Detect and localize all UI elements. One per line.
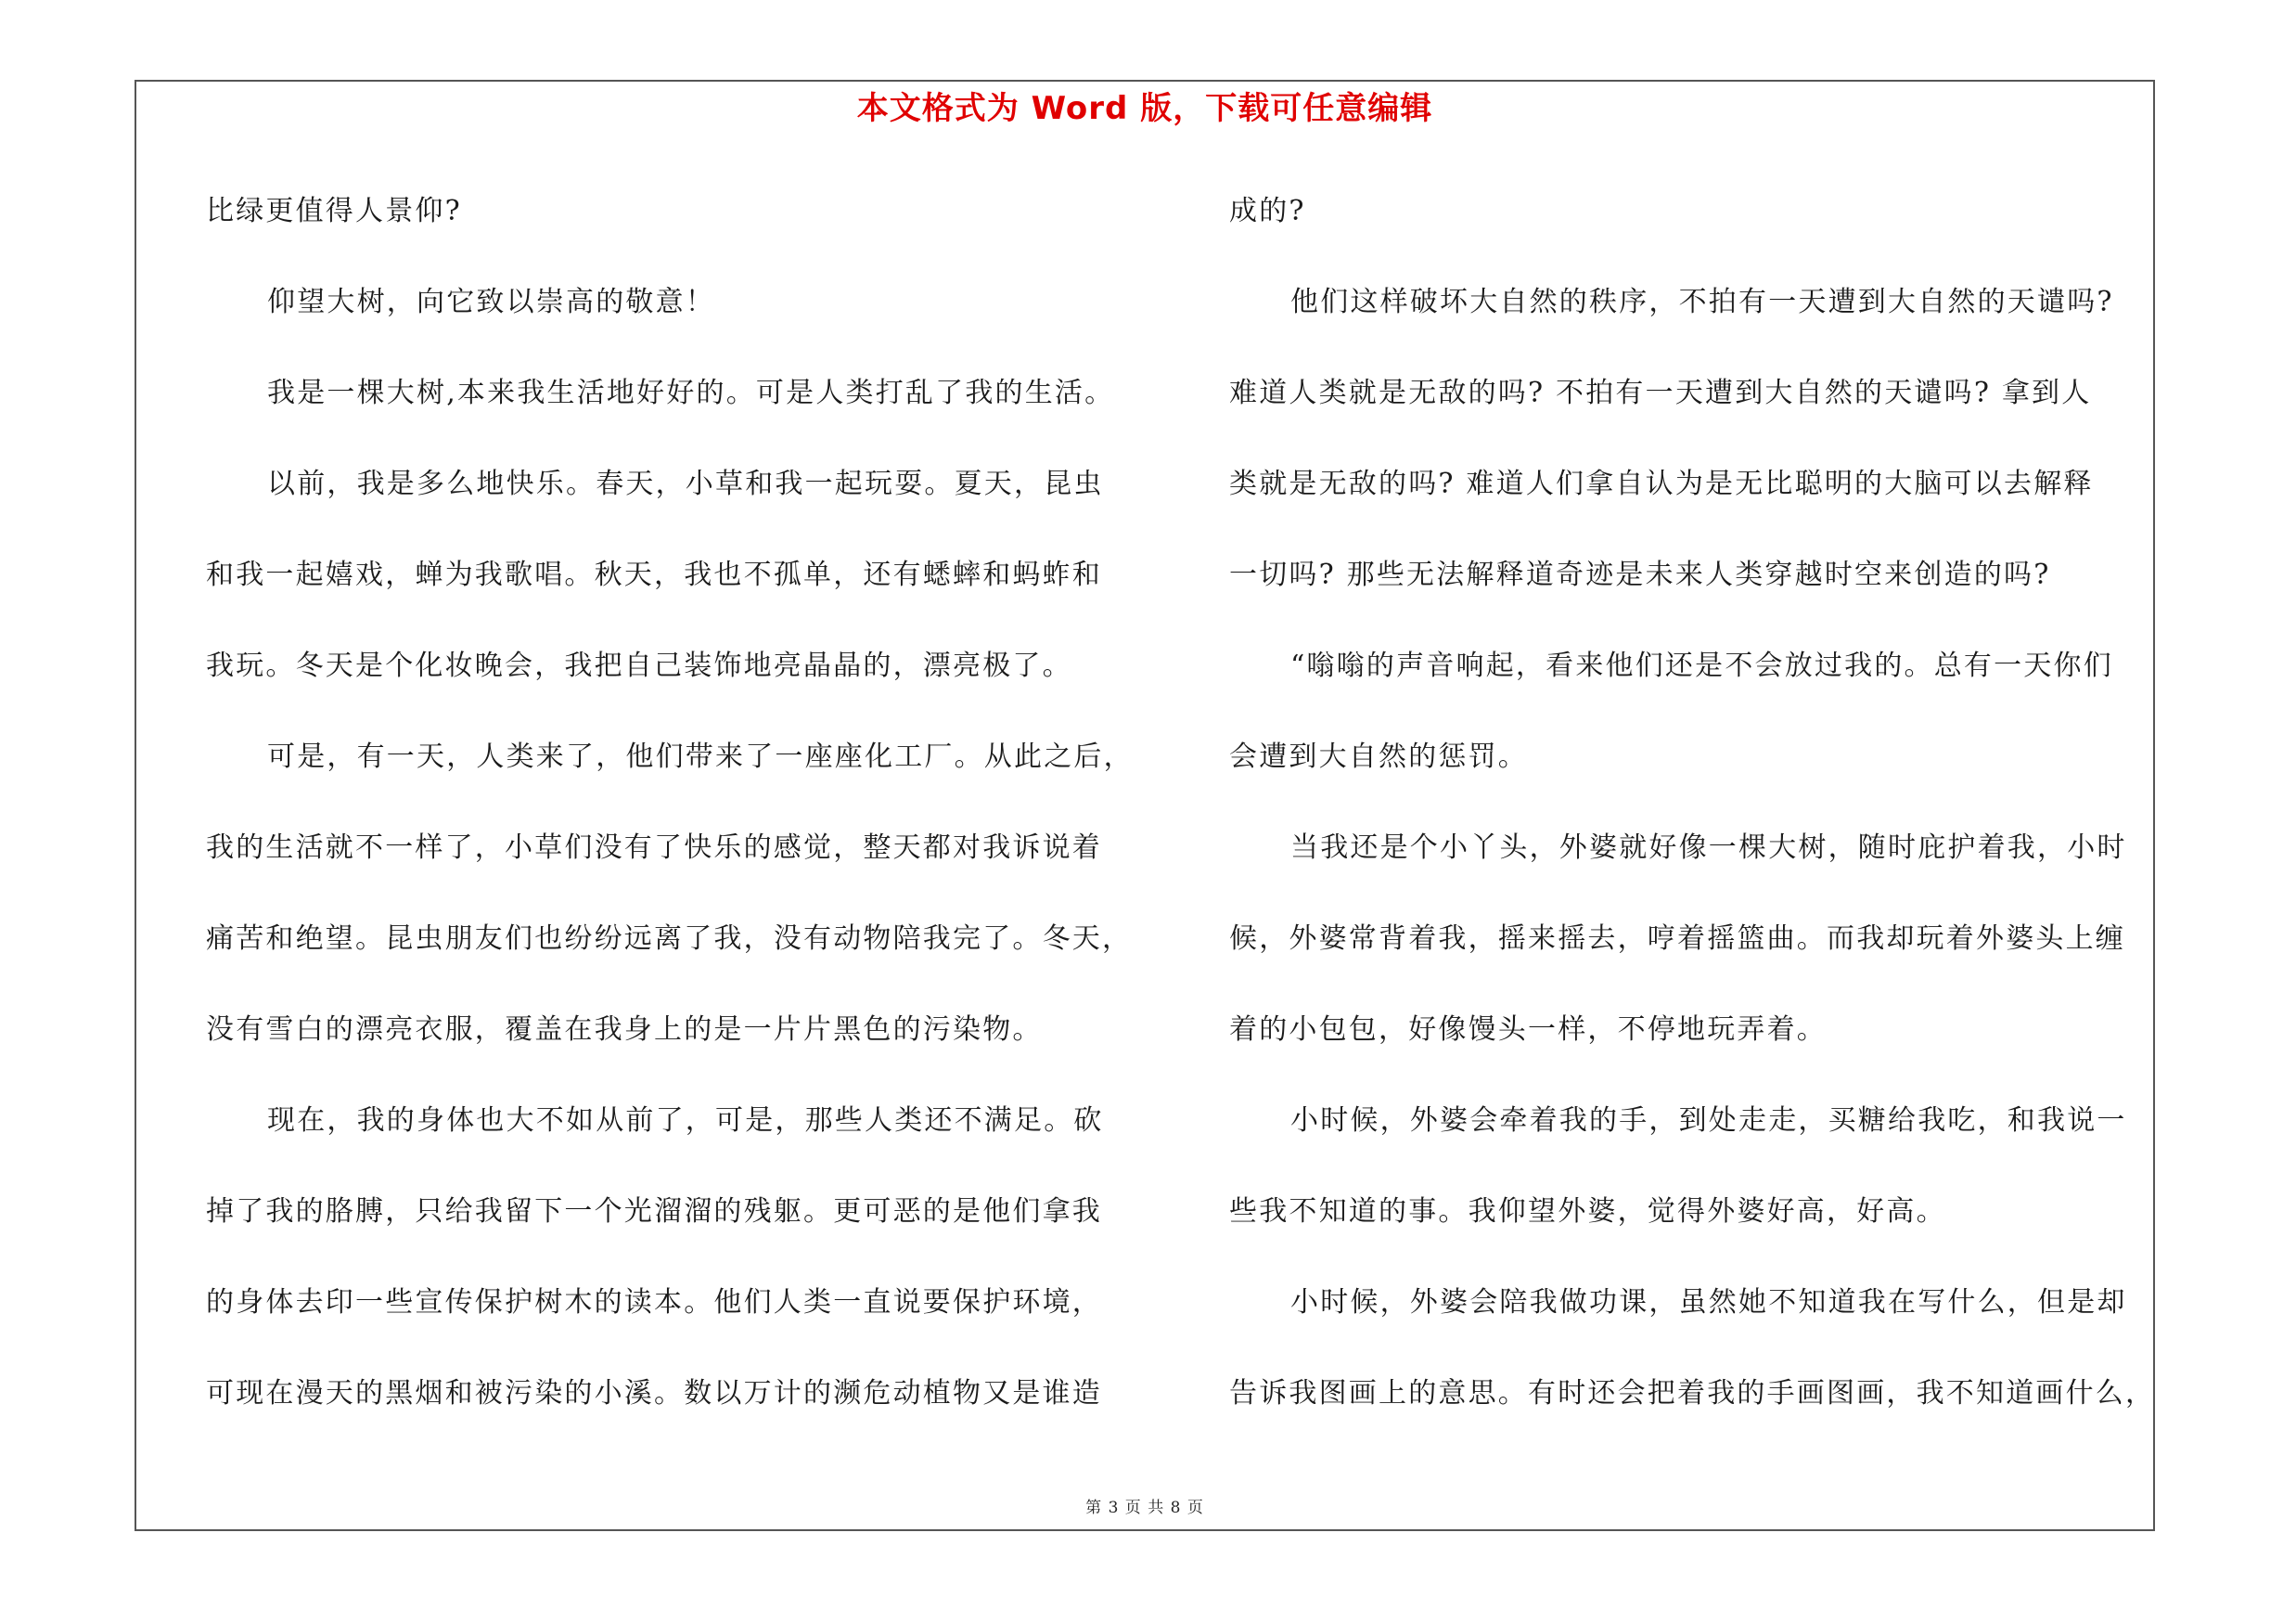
text-line: 着的小包包，好像馒头一样，不停地玩弄着。 bbox=[1229, 1013, 1827, 1046]
text-line: 可现在漫天的黑烟和被污染的小溪。数以万计的濒危动植物又是谁造 bbox=[206, 1377, 1102, 1410]
text-line: 小时候，外婆会牵着我的手，到处走走，买糖给我吃，和我说一 bbox=[1290, 1104, 2127, 1137]
text-line: 没有雪白的漂亮衣服，覆盖在我身上的是一片片黑色的污染物。 bbox=[206, 1013, 1043, 1046]
text-line: 仰望大树，向它致以崇高的敬意！ bbox=[267, 286, 715, 318]
text-line: 会遭到大自然的惩罚。 bbox=[1229, 741, 1528, 773]
text-line: 当我还是个小丫头，外婆就好像一棵大树，随时庇护着我，小时 bbox=[1290, 831, 2127, 864]
header-banner: 本文格式为 Word 版，下载可任意编辑 bbox=[856, 90, 1433, 127]
text-line: 成的? bbox=[1229, 195, 1306, 227]
text-line: 我是一棵大树,本来我生活地好好的。可是人类打乱了我的生活。 bbox=[267, 377, 1115, 409]
text-line: 可是，有一天，人类来了，他们带来了一座座化工厂。从此之后， bbox=[267, 741, 1134, 773]
text-line: 现在，我的身体也大不如从前了，可是，那些人类还不满足。砍 bbox=[267, 1104, 1104, 1137]
text-line: 我玩。冬天是个化妆晚会，我把自己装饰地亮晶晶的，漂亮极了。 bbox=[206, 650, 1072, 682]
text-line: 掉了我的胳膊，只给我留下一个光溜溜的残躯。更可恶的是他们拿我 bbox=[206, 1195, 1102, 1228]
text-line: 候，外婆常背着我，摇来摇去，哼着摇篮曲。而我却玩着外婆头上缠 bbox=[1229, 922, 2125, 955]
text-line: 和我一起嬉戏，蝉为我歌唱。秋天，我也不孤单，还有蟋蟀和蚂蚱和 bbox=[206, 559, 1102, 591]
text-line: 的身体去印一些宣传保护树木的读本。他们人类一直说要保护环境， bbox=[206, 1286, 1102, 1319]
text-line: 我的生活就不一样了，小草们没有了快乐的感觉，整天都对我诉说着 bbox=[206, 831, 1102, 864]
text-line: 类就是无敌的吗? 难道人们拿自认为是无比聪明的大脑可以去解释 bbox=[1229, 468, 2094, 500]
right-text-column bbox=[1229, 186, 2166, 1459]
text-line: 比绿更值得人景仰? bbox=[206, 195, 462, 227]
text-line: 些我不知道的事。我仰望外婆，觉得外婆好高，好高。 bbox=[1229, 1195, 1946, 1228]
text-line: 以前，我是多么地快乐。春天，小草和我一起玩耍。夏天，昆虫 bbox=[267, 468, 1104, 500]
text-line: “嗡嗡的声音响起，看来他们还是不会放过我的。总有一天你们 bbox=[1290, 650, 2113, 682]
text-line: 一切吗? 那些无法解释道奇迹是未来人类穿越时空来创造的吗? bbox=[1229, 559, 2051, 591]
text-line: 痛苦和绝望。昆虫朋友们也纷纷远离了我，没有动物陪我完了。冬天， bbox=[206, 922, 1133, 955]
text-line: 小时候，外婆会陪我做功课，虽然她不知道我在写什么，但是却 bbox=[1290, 1286, 2127, 1319]
text-line: 他们这样破坏大自然的秩序，不拍有一天遭到大自然的天谴吗? bbox=[1290, 286, 2114, 318]
page-number-footer: 第 3 页 共 8 页 bbox=[1085, 1499, 1204, 1517]
left-text-column bbox=[206, 186, 1134, 1459]
text-line: 难道人类就是无敌的吗? 不拍有一天遭到大自然的天谴吗? 拿到人 bbox=[1229, 377, 2092, 409]
text-line: 告诉我图画上的意思。有时还会把着我的手画图画，我不知道画什么， bbox=[1229, 1377, 2156, 1410]
